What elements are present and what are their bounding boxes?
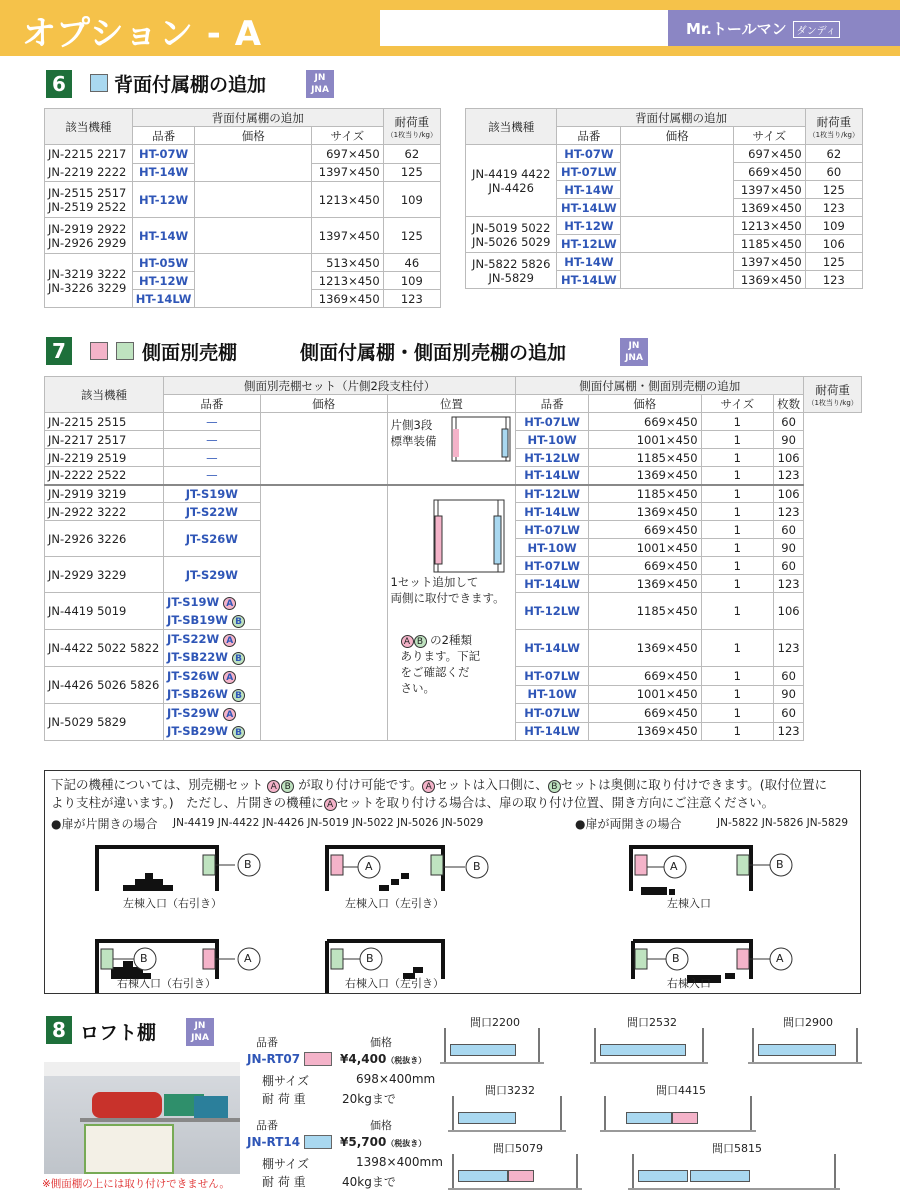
- table-row: JN-5019 5022 JN-5026 5029 HT-12W 1213×450 109: [466, 217, 863, 235]
- jn-jna-badge: JN JNA: [620, 338, 648, 366]
- table-row: JN-2215 2217 JN-2219 2222 HT-07W 697×450 62: [45, 145, 441, 164]
- span-base: [448, 1188, 582, 1190]
- loft-shelf: [672, 1112, 698, 1124]
- table-row: JN-5822 5826 JN-5829 HT-14W 1397×450 125: [466, 253, 863, 271]
- table-row: HT-07LW 669×450 60: [466, 163, 863, 181]
- table-row: HT-14LW 1369×450 123: [466, 199, 863, 217]
- span-label: 間口2532: [627, 1016, 677, 1029]
- section-8-number: 8: [46, 1016, 72, 1044]
- table-row: JN-2922 3222 JT-S22W HT-14LW 1369×450 1 123: [45, 503, 862, 521]
- table-back-shelf-left: [44, 108, 441, 308]
- table-row: JN-3219 3222 JN-3226 3229 HT-05W 513×450 46: [45, 254, 441, 272]
- table-row: HT-14W 1397×450 125: [45, 163, 441, 182]
- table-row: JN-4426 5026 5826 JT-S26W A JT-SB26W B HT-07LW 669×450 1 60: [45, 667, 862, 686]
- table-row: HT-14LW 1369×450 123: [45, 290, 441, 308]
- table-row: HT-14LW 1369×450 1 123: [45, 722, 862, 741]
- span-label: 間口2900: [783, 1016, 833, 1029]
- span-base: [590, 1062, 708, 1064]
- section-7-title-2: 側面付属棚・側面別売棚の追加: [300, 342, 567, 364]
- table-row: HT-12W 1213×450 109: [45, 272, 441, 290]
- table-row: HT-12LW 1185×450 106: [466, 235, 863, 253]
- span-base: [628, 1188, 840, 1190]
- blue-shelf-swatch: [304, 1135, 332, 1149]
- section-8-title: ロフト棚: [80, 1022, 157, 1044]
- span-label: 間口4415: [656, 1084, 706, 1097]
- section-7-number: 7: [46, 337, 72, 365]
- table-row: JN-2215 2515 — 片側3段 標準装備 HT-07LW 669×450 1 60: [45, 413, 862, 431]
- pink-shelf-swatch: [304, 1052, 332, 1066]
- jn-jna-badge: JN JNA: [186, 1018, 214, 1046]
- section-7-title: 側面別売棚: [142, 342, 238, 364]
- loft-shelf-photo: [44, 1062, 240, 1174]
- span-base: [600, 1130, 756, 1132]
- table-row: JN-2222 2522 — HT-14LW 1369×450 1 123: [45, 467, 862, 485]
- mounting-note: 下記の機種については、別売棚セット A B が取り付け可能です。 A セットは入口側に、 B セットは奥側に取り付けできます。(取付位置に より支柱が違います。) ただし、片開きの機種に A セットを取り付ける場合は、扉の取り付け位置、開き方向にご注意ください。 ●扉が片開きの場合 JN-4419 JN-4422 JN-4426 JN-5019 JN-5022 JN-5026 JN-5029 ●扉が両開きの場合 JN-5822 JN-5826 JN-5829 B A A B B B A B B A 左棟入口（右引き） 左棟入口（左引き） 左棟入口 右棟入口（右引き） 右棟入口（左引き） 右棟入口: [44, 770, 861, 994]
- loft-shelf: [626, 1112, 672, 1124]
- loft-shelf: [508, 1170, 534, 1182]
- span-label: 間口5815: [712, 1142, 762, 1155]
- table-back-shelf-right: 該当機種 背面付属棚の追加 耐荷重 （1枚当り/kg） 品番 価格 サイズ JN-4419 4422 JN-4426 HT-07W 697×450 62 HT-07LW 669×450 60 HT-14W 1397×450 125 HT-14LW 1369×450 123 JN-5019 5022 JN-5026 5029 HT-12W 1213×450 109 HT-12LW 1185×450 106 JN-5822 5826 JN-5829 HT-14W 1397×450 125 HT-14LW 1369×450 123: [465, 108, 863, 289]
- th-load: 耐荷重: [394, 114, 430, 129]
- th-size: サイズ: [312, 127, 384, 145]
- loft-shelf: [638, 1170, 688, 1182]
- table-row: JN-2926 3226 JT-S26W HT-07LW 669×450 1 60: [45, 521, 862, 539]
- page-header: [0, 0, 900, 56]
- blue-swatch: [90, 74, 108, 92]
- loft-shelf: [758, 1044, 836, 1056]
- table-row: HT-10W 1001×450 1 90: [45, 685, 862, 704]
- jn-jna-badge: JN JNA: [306, 70, 334, 98]
- table-row: HT-10W 1001×450 1 90: [45, 539, 862, 557]
- span-base: [448, 1130, 566, 1132]
- brand-name: Mr.トールマン: [686, 20, 787, 38]
- loft-shelf: [450, 1044, 516, 1056]
- th-load-note: （1枚当り/kg）: [386, 130, 437, 139]
- loft-shelf: [458, 1112, 516, 1124]
- th-model: 該当機種: [45, 109, 133, 145]
- span-base: [440, 1062, 544, 1064]
- table-row: JN-2515 2517 JN-2519 2522 HT-12W 1213×450 109: [45, 182, 441, 218]
- span-label: 間口5079: [493, 1142, 543, 1155]
- table-row: JN-4419 4422 JN-4426 HT-07W 697×450 62: [466, 145, 863, 163]
- loft-shelf: [690, 1170, 750, 1182]
- th-group: 背面付属棚の追加: [132, 109, 383, 127]
- table-row: HT-14LW 1369×450 1 123: [45, 575, 862, 593]
- table-row: JN-2919 2922 JN-2926 2929 HT-14W 1397×450 125: [45, 218, 441, 254]
- span-label: 間口3232: [485, 1084, 535, 1097]
- section-6-number: 6: [46, 70, 72, 98]
- loft-shelf: [600, 1044, 686, 1056]
- table-row: JN-2929 3229 JT-S29W HT-07LW 669×450 1 60: [45, 557, 862, 575]
- table-side-shelf: 該当機種 側面別売棚セット（片側2段支柱付） 側面付属棚・側面別売棚の追加 耐荷重 （1枚当り/kg） 品番 価格 位置 品番 価格 サイズ 枚数 JN-2215 2515 — 片側3段 標準装備 HT-07LW 669×450 1 60 JN-2217 2517 — HT-10W 1001×450 1 90 JN-2219 2519 — HT-12LW 1185×450 1 106 JN-2222 2522 — HT-14LW 1369×450 1 123 JN-2919 3219 JT-S19W 1セット追加して 両側に取付できます。 A B の2種類 あります。下記 をご確認くだ さい。 HT-12LW 1185×450 1 106 JN-2922 3222 JT-S22W HT-14LW 1369×450 1 123 JN-2926 3226 JT-S26W HT-07LW 669×450 1 60 HT-10W 1001×450 1 90 JN-2929 3229 JT-S29W HT-07LW 669×450 1 60 HT-14LW 1369×450 1 123 JN-4419 5019 JT-S19W A JT-SB19W B HT-12LW 1185×450 1 106 JN-4422 5022 5822 JT-S22W A JT-SB22W B HT-14LW 1369×450 1 123 JN-4426 5026 5826 JT-S26W A JT-SB26W B HT-07LW 669×450 1 60 HT-10W 1001×450 1 90 JN-5029 5829 JT-S29W A JT-SB29W B HT-07LW 669×450 1 60 HT-14LW 1369×450 1 123: [44, 376, 862, 741]
- span-base: [748, 1062, 862, 1064]
- table-row: JN-2217 2517 — HT-10W 1001×450 1 90: [45, 431, 862, 449]
- table-row: HT-14W 1397×450 125: [466, 181, 863, 199]
- header-band: [380, 10, 668, 46]
- mint-swatch: [116, 342, 134, 360]
- brand-logo: [668, 10, 900, 46]
- loft-note: ※側面棚の上には取り付けできません。: [42, 1178, 230, 1190]
- table-row: JN-2219 2519 — HT-12LW 1185×450 1 106: [45, 449, 862, 467]
- page-title: オプション - A: [22, 14, 263, 54]
- th-pn: 品番: [132, 127, 195, 145]
- section-6-title: 背面付属棚の追加: [114, 74, 267, 96]
- table-row: HT-14LW 1369×450 123: [466, 271, 863, 289]
- brand-sub: ダンディ: [793, 21, 840, 38]
- table-row: JN-4419 5019 JT-S19W A JT-SB19W B HT-12LW 1185×450 1 106: [45, 593, 862, 630]
- pink-swatch: [90, 342, 108, 360]
- th-price: 価格: [195, 127, 312, 145]
- table-row: JN-5029 5829 JT-S29W A JT-SB29W B HT-07LW 669×450 1 60: [45, 704, 862, 723]
- span-label: 間口2200: [470, 1016, 520, 1029]
- door-diagrams: [45, 833, 860, 993]
- table-row: JN-2919 3219 JT-S19W 1セット追加して 両側に取付できます。 A B の2種類 あります。下記 をご確認くだ さい。 HT-12LW 1185×450 1 106: [45, 485, 862, 503]
- table-row: JN-4422 5022 5822 JT-S22W A JT-SB22W B HT-14LW 1369×450 1 123: [45, 630, 862, 667]
- loft-shelf: [458, 1170, 508, 1182]
